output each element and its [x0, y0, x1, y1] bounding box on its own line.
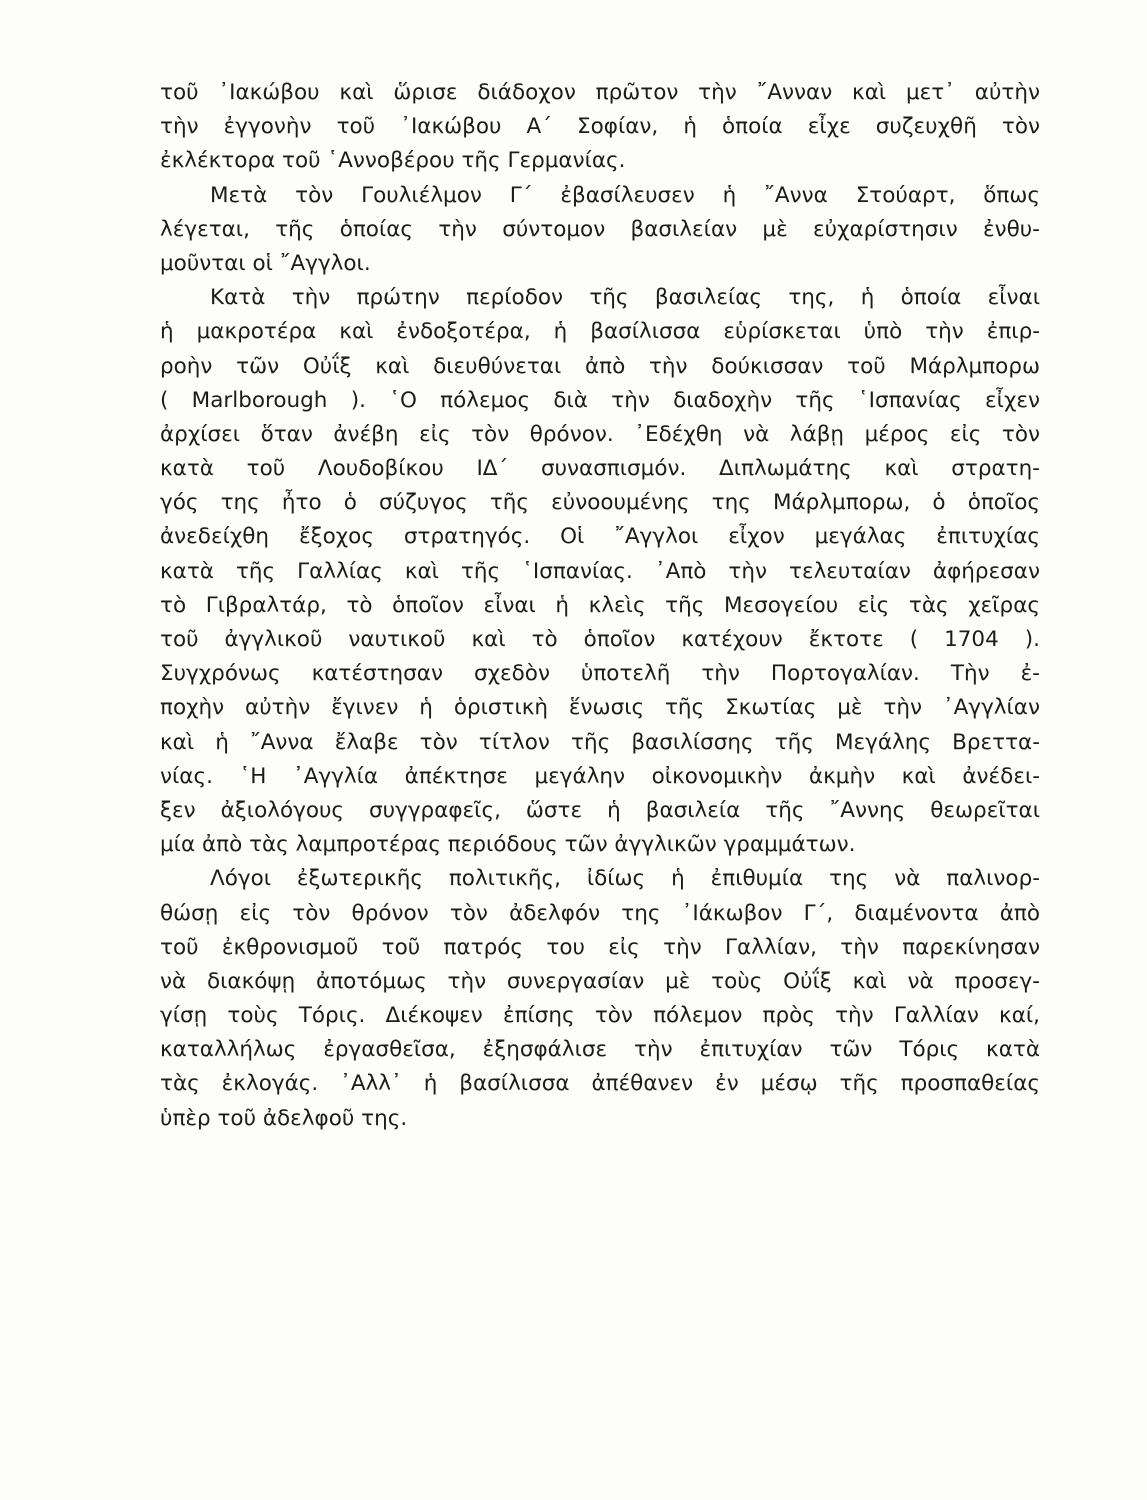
text-line: γός της ἦτο ὁ σύζυγος τῆς εὐνοουμένης της Μάρλμπορω, ὁ ὁποῖος	[160, 490, 1040, 516]
text-line: καταλλήλως ἐργασθεῖσα, ἐξησφάλισε τὴν ἐπιτυχίαν τῶν Τόρις κατὰ	[160, 1037, 1040, 1063]
text-line: ἀνεδείχθη ἔξοχος στρατηγός. Οἱ ῎Αγγλοι εἶχον μεγάλας ἐπιτυχίας	[160, 524, 1040, 550]
text-line: νίας. ῾Η ᾿Αγγλία ἀπέκτησε μεγάλην οἰκονομικὴν ἀκμὴν καὶ ἀνέδει-	[160, 763, 1040, 789]
text-line: τοῦ ᾿Ιακώβου καὶ ὥρισε διάδοχον πρῶτον τὴν ῎Ανναν καὶ μετ᾿ αὐτὴν	[160, 80, 1040, 105]
text-line: Κατὰ τὴν πρώτην περίοδον τῆς βασιλείας της, ἡ ὁποία εἶναι	[210, 285, 1040, 311]
text-line: τὰς ἐκλογάς. ᾿Αλλ᾿ ἡ βασίλισσα ἀπέθανεν ἐν μέσῳ τῆς προσπαθείας	[160, 1071, 1040, 1097]
text-line: θώσῃ εἰς τὸν θρόνον τὸν ἀδελφόν της ᾿Ιάκωβον Γ΄, διαμένοντα ἀπὸ	[160, 900, 1040, 926]
body-text	[160, 76, 1040, 1136]
text-line: ἀρχίσει ὅταν ἀνέβη εἰς τὸν θρόνον. ᾿Εδέχθη νὰ λάβῃ μέρος εἰς τὸν	[160, 421, 1040, 447]
text-line: ἡ μακροτέρα καὶ ἐνδοξοτέρα, ἡ βασίλισσα εὑρίσκεται ὑπὸ τὴν ἐπιρ-	[160, 319, 1040, 345]
text-line: ξεν ἀξιολόγους συγγραφεῖς, ὥστε ἡ βασιλεία τῆς ῎Αννης θεωρεῖται	[160, 797, 1040, 823]
text-line: τὴν ἐγγονὴν τοῦ ᾿Ιακώβου Α΄ Σοφίαν, ἡ ὁποία εἶχε συζευχθῆ τὸν	[160, 114, 1040, 140]
text-line: λέγεται, τῆς ὁποίας τὴν σύντομον βασιλείαν μὲ εὐχαρίστησιν ἐνθυ-	[160, 216, 1040, 242]
text-line: Λόγοι ἐξωτερικῆς πολιτικῆς, ἰδίως ἡ ἐπιθυμία της νὰ παλινορ-	[210, 866, 1040, 892]
text-line: ὑπὲρ τοῦ ἀδελφοῦ της.	[160, 1105, 408, 1131]
text-line: Μετὰ τὸν Γουλιέλμον Γ΄ ἐβασίλευσεν ἡ ῎Αννα Στούαρτ, ὅπως	[210, 182, 1040, 208]
text-line: ἐκλέκτορα τοῦ ῾Αννοβέρου τῆς Γερμανίας.	[160, 148, 626, 174]
text-line: τοῦ ἀγγλικοῦ ναυτικοῦ καὶ τὸ ὁποῖον κατέχουν ἔκτοτε ( 1704 ).	[160, 627, 1040, 652]
text-line: Συγχρόνως κατέστησαν σχεδὸν ὑποτελῆ τὴν Πορτογαλίαν. Τὴν ἐ-	[160, 661, 1040, 687]
text-line: καὶ ἡ ῎Αννα ἔλαβε τὸν τίτλον τῆς βασιλίσσης τῆς Μεγάλης Βρεττα-	[160, 729, 1040, 755]
text-line: κατὰ τοῦ Λουδοβίκου ΙΔ΄ συνασπισμόν. Διπλωμάτης καὶ στρατη-	[160, 456, 1040, 482]
text-line: μία ἀπὸ τὰς λαμπροτέρας περιόδους τῶν ἀγγλικῶν γραμμάτων.	[160, 832, 856, 858]
text-line: ( Marlborough ). ῾Ο πόλεμος διὰ τὴν διαδοχὴν τῆς ῾Ισπανίας εἶχεν	[160, 387, 1040, 413]
text-line: ροὴν τῶν Οὐΐξ καὶ διευθύνεται ἀπὸ τὴν δούκισσαν τοῦ Μάρλμπορω	[160, 353, 1040, 379]
text-line: κατὰ τῆς Γαλλίας καὶ τῆς ῾Ισπανίας. ᾿Απὸ τὴν τελευταίαν ἀφήρεσαν	[160, 558, 1040, 584]
text-line: ποχὴν αὐτὴν ἔγινεν ἡ ὁριστικὴ ἕνωσις τῆς Σκωτίας μὲ τὴν ᾿Αγγλίαν	[160, 695, 1040, 721]
text-line: τὸ Γιβραλτάρ, τὸ ὁποῖον εἶναι ἡ κλεὶς τῆς Μεσογείου εἰς τὰς χεῖρας	[160, 592, 1040, 618]
text-line: νὰ διακόψῃ ἀποτόμως τὴν συνεργασίαν μὲ τοὺς Οὐΐξ καὶ νὰ προσεγ-	[160, 968, 1040, 994]
text-line: μοῦνται οἱ ῎Αγγλοι.	[160, 250, 371, 276]
text-line: γίσῃ τοὺς Τόρις. Διέκοψεν ἐπίσης τὸν πόλεμον πρὸς τὴν Γαλλίαν καί,	[160, 1003, 1040, 1029]
text-line: τοῦ ἐκθρονισμοῦ τοῦ πατρός του εἰς τὴν Γαλλίαν, τὴν παρεκίνησαν	[160, 934, 1040, 960]
